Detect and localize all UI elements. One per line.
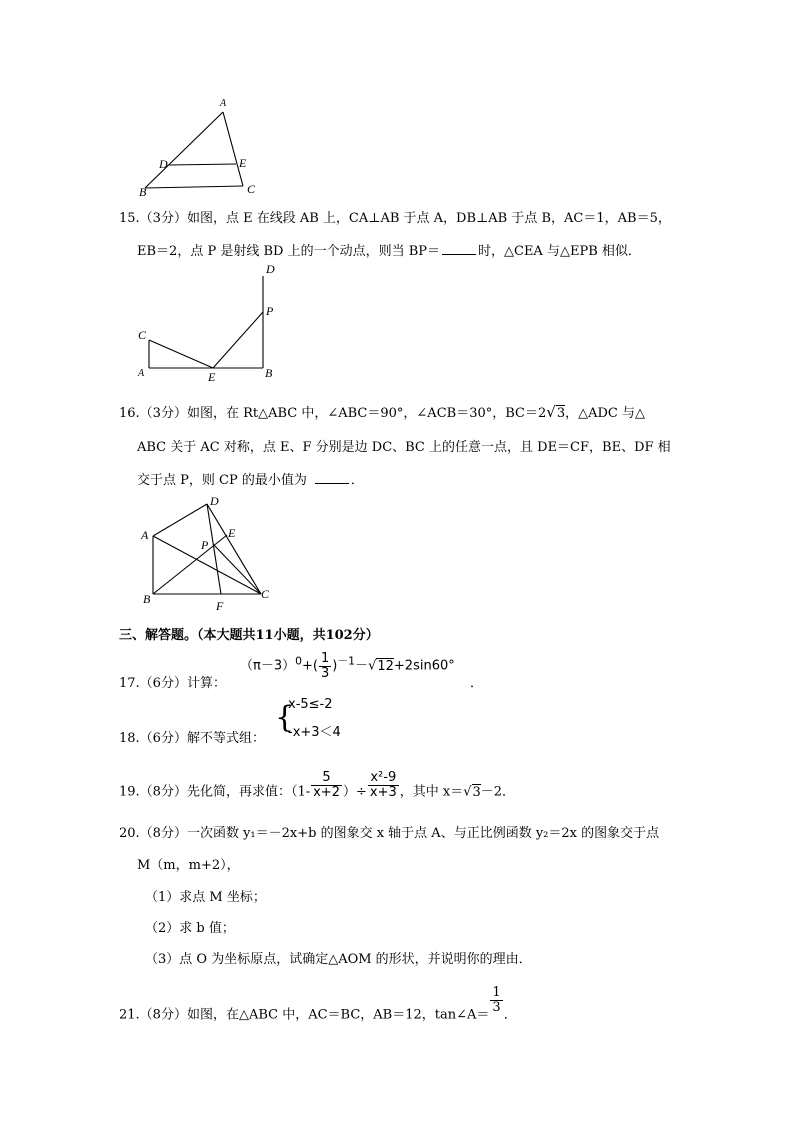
q19-line: 19.（8分）先化简，再求值：（1- $\frac{5}{x+2}$ ）÷ $\frac{\text{x²-9}}{x+3}$ ，其中 x＝√3－2． <box>119 770 516 800</box>
q18-ineq1: x-5≤-2 <box>288 697 333 712</box>
label-c: C <box>247 182 256 196</box>
q19-fraction-2 <box>368 771 399 799</box>
q16-answer-blank[interactable] <box>315 483 349 484</box>
label-a: A <box>141 528 149 542</box>
label-c: C <box>138 328 147 342</box>
label-b: B <box>143 592 151 606</box>
q19-sqrt3: 3 <box>472 784 481 800</box>
q20-line2: M（m，m+2）， <box>137 858 240 873</box>
label-a: A <box>220 98 227 109</box>
label-d: D <box>159 157 168 171</box>
q21-frac-num: 1 <box>492 985 501 1000</box>
q16-line2: ABC 关于 AC 对称，点 E、F 分别是边 DC、BC 上的任意一点，且 DE＝CF，BE、DF 相 <box>137 440 671 455</box>
q19-frac2-den: x+3 <box>369 784 397 800</box>
q17-fraction <box>319 652 331 680</box>
q17-close: ) <box>332 658 338 674</box>
segment-bc <box>145 186 243 188</box>
q19-label: 19.（8分）先化简，再求值：（1- <box>119 784 311 800</box>
q17-frac-den: 3 <box>320 665 330 681</box>
q19-tail-a: ，其中 x＝ <box>399 784 464 800</box>
figure-triangle-ade <box>135 100 265 200</box>
label-e: E <box>208 370 216 384</box>
q20-sub2: （2）求 b 值； <box>145 921 235 936</box>
q19-frac2-num: x²-9 <box>368 771 399 786</box>
q19-tail-b: －2． <box>480 784 516 800</box>
q17-minus: － <box>355 658 369 674</box>
q20-sub1: （1）求点 M 坐标； <box>145 890 266 905</box>
segment-dc <box>207 504 261 594</box>
figure-q15 <box>135 262 285 387</box>
section-3-title: 三、解答题。（本大题共11小题，共102分） <box>119 628 379 643</box>
q17-exp0: 0 <box>295 654 302 668</box>
q15-answer-blank[interactable] <box>442 254 476 255</box>
brace-icon: { <box>275 700 295 735</box>
q17-tail: +2sin60° <box>393 658 455 674</box>
q19-fraction-1 <box>311 771 342 799</box>
q17-plus: +( <box>302 658 318 674</box>
q15-line2-b: 时，△CEA 与△EPB 相似． <box>478 244 641 259</box>
label-a: A <box>138 368 145 379</box>
q15-line2-a: EB＝2，点 P 是射线 BD 上的一个动点，则当 BP＝ <box>137 244 440 259</box>
q19-mid: ）÷ <box>342 784 367 800</box>
segment-de <box>169 164 236 165</box>
q15-line2 <box>137 240 641 259</box>
q16-sqrt3: 3 <box>556 406 566 421</box>
q21-text: 21.（8分）如图，在△ABC 中，AC＝BC，AB＝12，tan∠A＝ <box>119 1007 490 1023</box>
label-p: P <box>201 538 209 552</box>
segment-ab <box>145 112 223 188</box>
q16-line1-a: 16.（3分）如图，在 Rt△ABC 中，∠ABC＝90°，∠ACB＝30°，BC＝2 <box>119 406 547 421</box>
label-d: D <box>266 262 275 276</box>
q19-frac1-num: 5 <box>311 771 342 786</box>
q17-end: ． <box>470 676 484 691</box>
q21-frac-den: 3 <box>492 999 501 1015</box>
q15-line1: 15.（3分）如图，点 E 在线段 AB 上，CA⊥AB 于点 A，DB⊥AB 于点 B，AC＝1，AB＝5， <box>119 211 671 226</box>
q21-fraction <box>490 986 502 1014</box>
q17-sqrt12: 12 <box>377 658 394 674</box>
segment-ce <box>149 340 213 368</box>
q20-line1: 20.（8分）一次函数 y₁＝－2x+b 的图象交 x 轴于点 A、与正比例函数 y₂＝2x 的图象交于点 <box>119 826 660 841</box>
segment-ac <box>223 112 243 186</box>
q17-expr-a: （π－3） <box>240 658 296 674</box>
segment-ep <box>213 312 263 368</box>
label-e: E <box>239 156 247 170</box>
q19-frac1-den: x+2 <box>313 784 340 800</box>
q16-line3 <box>137 469 364 488</box>
label-b: B <box>139 185 147 199</box>
q21-line <box>119 986 517 1023</box>
q16-line1-b: ，△ADC 与△ <box>565 406 645 421</box>
segment-ad <box>153 504 207 536</box>
label-p: P <box>266 304 274 318</box>
label-c: C <box>261 587 270 601</box>
triangle-figure-svg <box>135 100 265 200</box>
q20-sub3: （3）点 O 为坐标原点，试确定△AOM 的形状，并说明你的理由． <box>145 952 532 967</box>
q16-line3-b: ． <box>350 473 364 488</box>
q17-label: 17.（6分）计算： <box>119 676 226 691</box>
q18-label: 18.（6分）解不等式组： <box>119 731 265 746</box>
q16-line3-a: 交于点 P，则 CP 的最小值为 <box>137 473 307 488</box>
q17-exp-neg1: －1 <box>337 654 356 668</box>
label-e: E <box>228 526 236 540</box>
q16-line1: 16.（3分）如图，在 Rt△ABC 中，∠ABC＝90°，∠ACB＝30°，BC＝2√3，△ADC 与△ <box>119 403 645 421</box>
label-d: D <box>210 494 219 508</box>
q18-ineq2: -x+3＜4 <box>288 725 341 740</box>
q21-end: ． <box>503 1007 517 1023</box>
label-f: F <box>216 599 224 613</box>
q17-expression: $(\pi-3)^0+$( $\frac{1}{3}$ )$^{-1}$－√12+2sin60° <box>240 651 455 681</box>
q17-frac-num: 1 <box>320 651 330 666</box>
q15-figure-svg <box>135 262 285 387</box>
figure-q16 <box>135 490 285 615</box>
label-b: B <box>265 366 273 380</box>
